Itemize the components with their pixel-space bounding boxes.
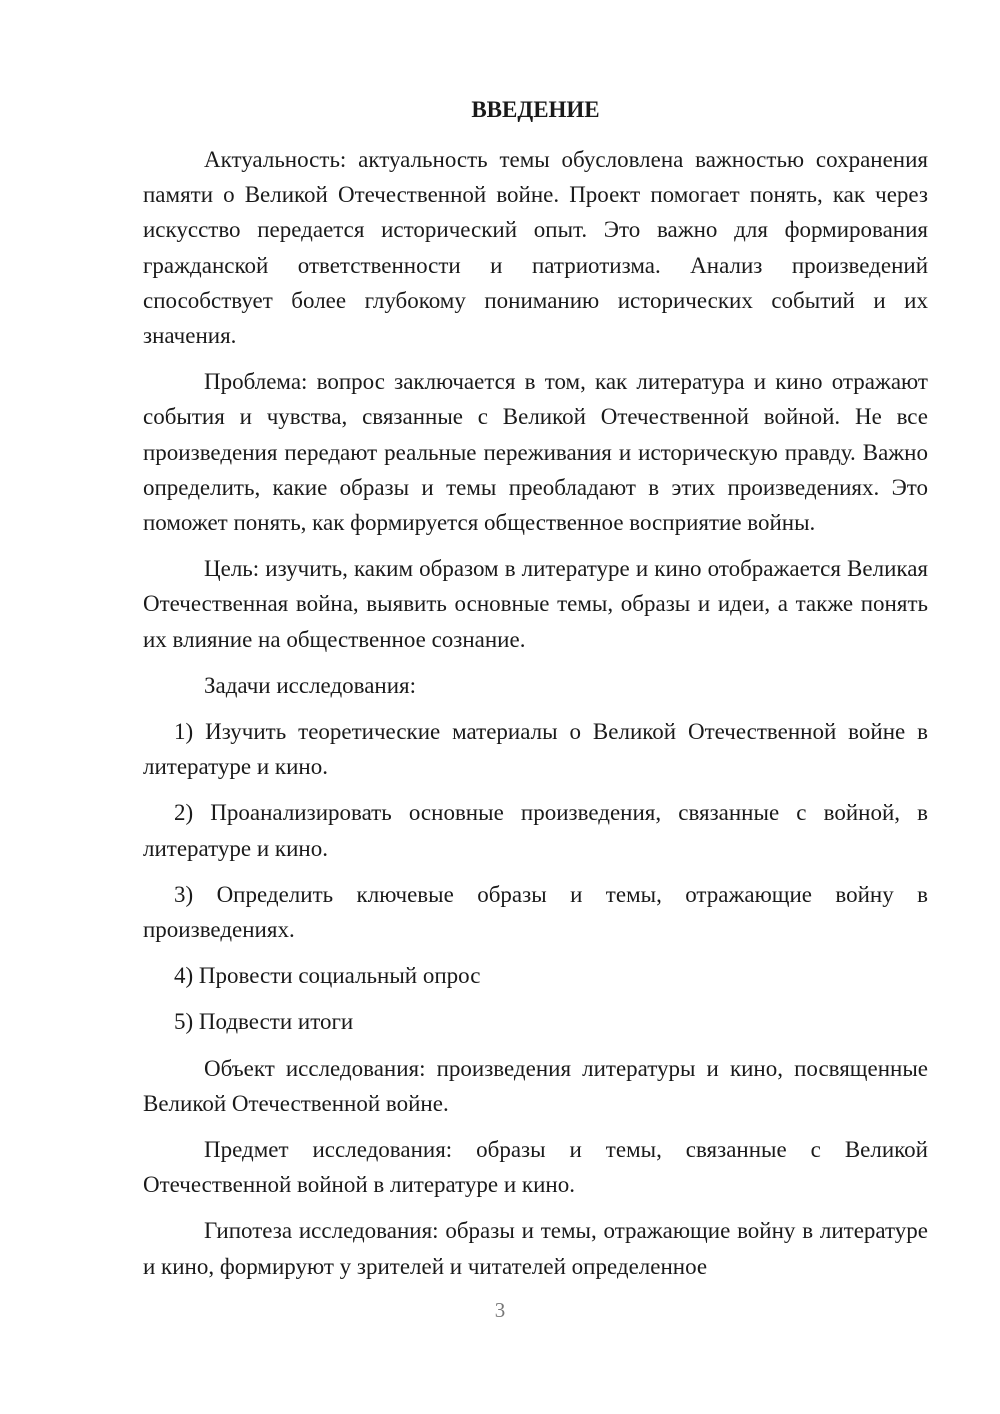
task-item-5: 5) Подвести итоги bbox=[174, 1009, 354, 1035]
task-item-3: 3) Определить ключевые образы и темы, отражающие войну в произведениях. bbox=[143, 881, 928, 943]
body-text bbox=[143, 142, 928, 1295]
paragraph-relevance: Актуальность: актуальность темы обусловлена важностью сохранения памяти о Великой Отечественной войне. Проект помогает понять, как через искусство передается исторический опыт. Это важно для формирования гражданской ответственности и патриотизма. Анализ произведений способствует более глубокому пониманию исторических событий и их значения. bbox=[143, 147, 928, 349]
paragraph-goal: Цель: изучить, каким образом в литературе и кино отображается Великая Отечественная война, выявить основные темы, образы и идеи, а также понять их влияние на общественное сознание. bbox=[143, 556, 928, 652]
tasks-heading: Задачи исследования: bbox=[204, 672, 417, 698]
paragraph-object: Объект исследования: произведения литературы и кино, посвященные Великой Отечественной войне. bbox=[143, 1055, 928, 1116]
paragraph-subject: Предмет исследования: образы и темы, связанные с Великой Отечественной войной в литературе и кино. bbox=[143, 1137, 928, 1198]
page-number: 3 bbox=[494, 1298, 506, 1322]
task-item-2: 2) Проанализировать основные произведения, связанные с войной, в литературе и кино. bbox=[143, 800, 928, 861]
section-heading: ВВЕДЕНИЕ bbox=[471, 97, 600, 122]
paragraph-hypothesis: Гипотеза исследования: образы и темы, отражающие войну в литературе и кино, формируют у зрителей и читателей определенное bbox=[143, 1218, 928, 1279]
task-item-4: 4) Провести социальный опрос bbox=[174, 963, 481, 989]
paragraph-problem: Проблема: вопрос заключается в том, как литература и кино отражают события и чувства, связанные с Великой Отечественной войной. Не все произведения передают реальные переживания и историческую правду. Важно определить, какие образы и темы преобладают в этих произведениях. Это поможет понять, как формируется общественное восприятие войны. bbox=[143, 369, 928, 536]
task-item-1: 1) Изучить теоретические материалы о Великой Отечественной войне в литературе и кино. bbox=[143, 719, 928, 780]
